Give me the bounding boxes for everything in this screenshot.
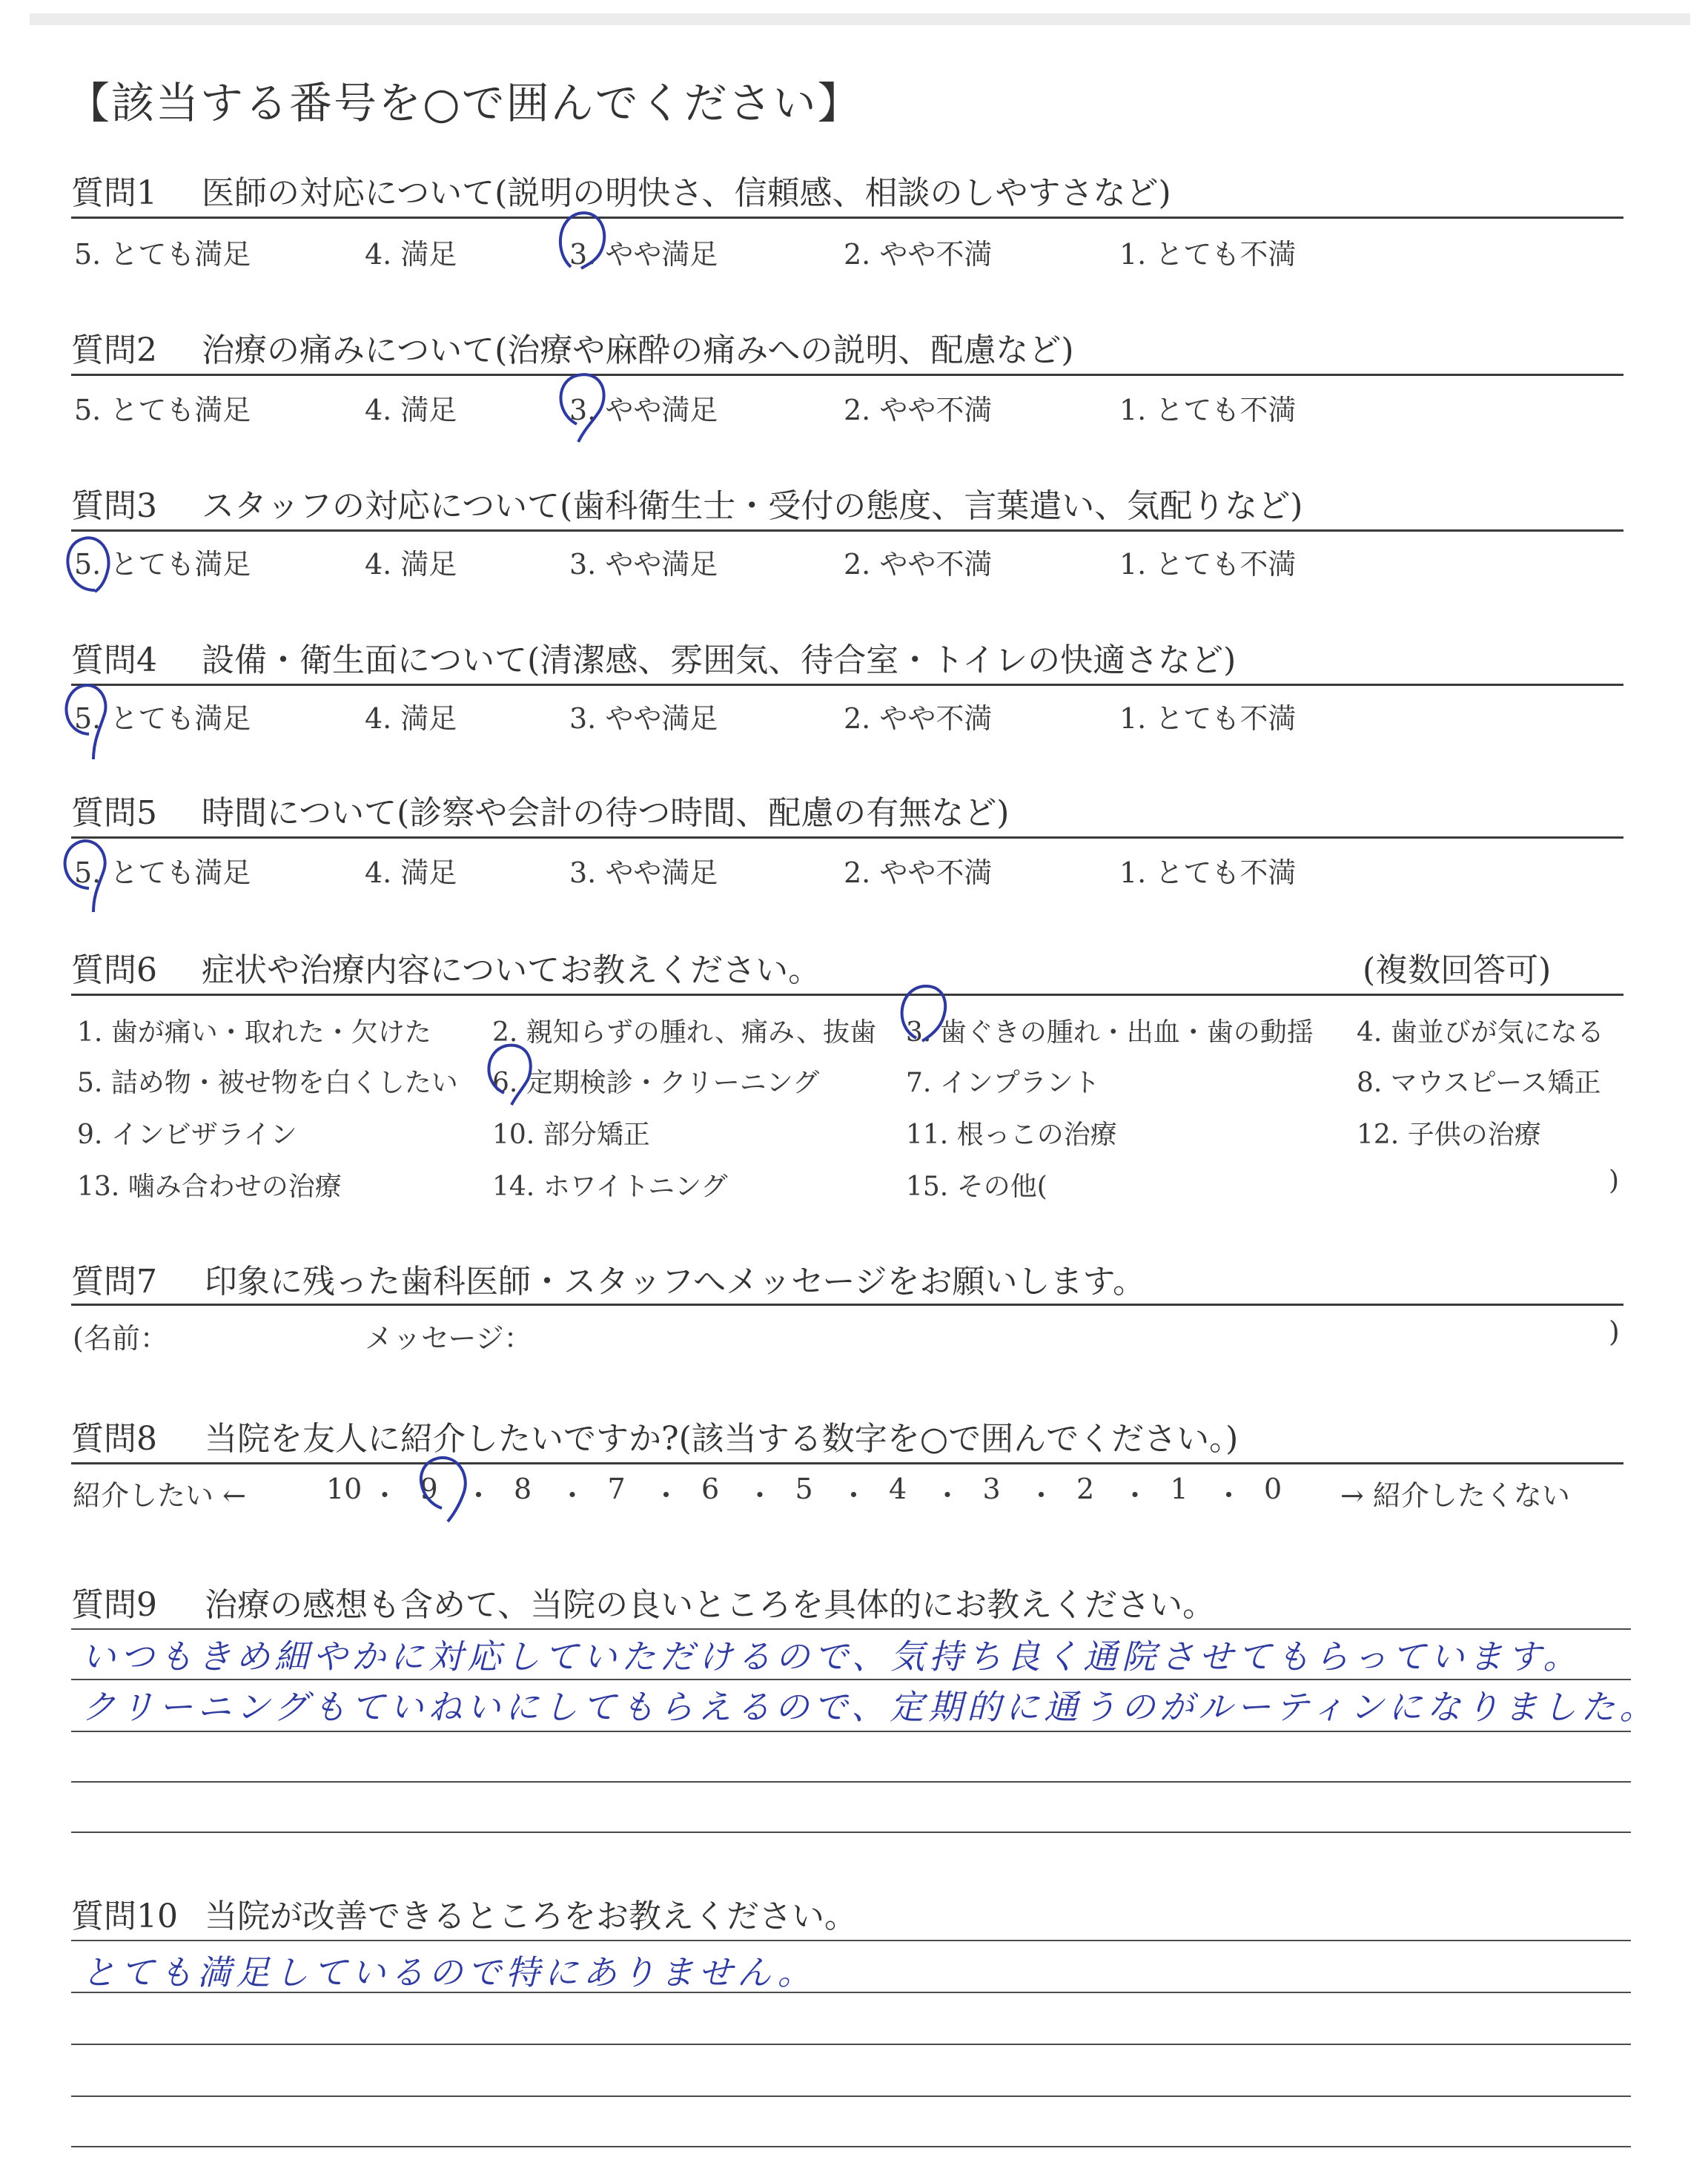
q8-score-0[interactable]: 0 — [1264, 1473, 1282, 1505]
q9-handwritten-line-1: いつもきめ細やかに対応していただけるので、気持ち良く通院させてもらっています。 — [82, 1636, 1582, 1677]
q3-option-2[interactable]: 2. やや不満 — [844, 548, 993, 581]
question-2-label: 質問2 — [71, 331, 157, 369]
q6-item-6-selected-circle — [489, 1046, 530, 1105]
q4-selected-circle — [66, 685, 105, 759]
q8-left-label: 紹介したい ← — [73, 1479, 246, 1512]
q8-separator: ・ — [652, 1479, 681, 1512]
q6-item-3-selected-circle — [902, 986, 946, 1041]
q8-separator: ・ — [933, 1479, 962, 1512]
q8-score-10[interactable]: 10 — [326, 1473, 363, 1505]
q6-item-3[interactable]: 3. 歯ぐきの腫れ・出血・歯の動揺 — [906, 1017, 1314, 1048]
question-9-label: 質問9 — [71, 1586, 157, 1624]
question-8-label: 質問8 — [71, 1420, 157, 1458]
q8-separator: ・ — [558, 1479, 587, 1512]
q8-score-3[interactable]: 3 — [982, 1473, 1001, 1505]
question-6-text: 症状や治療内容についてお教えください。 — [202, 951, 821, 989]
q2-option-1[interactable]: 1. とても不満 — [1119, 394, 1297, 426]
q5-option-3[interactable]: 3. やや満足 — [569, 856, 718, 889]
q8-score-8[interactable]: 8 — [514, 1473, 532, 1505]
q8-separator: ・ — [746, 1479, 775, 1512]
q2-option-4[interactable]: 4. 満足 — [365, 394, 457, 426]
q3-option-1[interactable]: 1. とても不満 — [1119, 548, 1297, 581]
q1-option-5[interactable]: 5. とても満足 — [74, 238, 251, 271]
q1-option-3[interactable]: 3. やや満足 — [569, 238, 718, 271]
q6-item-6[interactable]: 6. 定期検診・クリーニング — [492, 1068, 820, 1098]
question-4-text: 設備・衛生面について(清潔感、雰囲気、待合室・トイレの快適さなど) — [202, 641, 1237, 679]
q4-option-1[interactable]: 1. とても不満 — [1119, 702, 1297, 735]
q6-item-8[interactable]: 8. マウスピース矯正 — [1357, 1068, 1601, 1098]
q6-item-12[interactable]: 12. 子供の治療 — [1357, 1120, 1541, 1150]
q7-name-label[interactable]: (名前： — [73, 1322, 168, 1355]
q1-option-4[interactable]: 4. 満足 — [365, 238, 457, 271]
question-10-text: 当院が改善できるところをお教えください。 — [205, 1898, 857, 1935]
question-5-label: 質問5 — [71, 794, 157, 832]
q6-item-5[interactable]: 5. 詰め物・被せ物を白くしたい — [77, 1068, 458, 1098]
q1-option-2[interactable]: 2. やや不満 — [844, 238, 993, 271]
question-2-text: 治療の痛みについて(治療や麻酔の痛みへの説明、配慮など) — [202, 331, 1074, 369]
question-10-label: 質問10 — [71, 1898, 178, 1935]
q8-selected-circle — [421, 1458, 466, 1522]
question-7-label: 質問7 — [71, 1263, 157, 1301]
q5-option-2[interactable]: 2. やや不満 — [844, 856, 993, 889]
q1-selected-circle — [560, 213, 604, 268]
q8-separator: ・ — [1121, 1479, 1150, 1512]
q3-option-4[interactable]: 4. 満足 — [365, 548, 457, 581]
q5-selected-circle — [65, 841, 105, 912]
q3-selected-circle — [67, 538, 108, 592]
question-3-text: スタッフの対応について(歯科衛生士・受付の態度、言葉遣い、気配りなど) — [202, 487, 1303, 525]
q6-item-15-close: ) — [1609, 1166, 1620, 1196]
q4-option-4[interactable]: 4. 満足 — [365, 702, 457, 735]
q3-option-3[interactable]: 3. やや満足 — [569, 548, 718, 581]
question-8-text: 当院を友人に紹介したいですか?(該当する数字を○で囲んでください。) — [205, 1420, 1239, 1458]
q8-separator: ・ — [1214, 1479, 1243, 1512]
question-6-note: (複数回答可) — [1363, 951, 1552, 989]
q6-item-10[interactable]: 10. 部分矯正 — [492, 1120, 650, 1150]
q2-option-3[interactable]: 3. やや満足 — [569, 394, 718, 426]
q6-item-2[interactable]: 2. 親知らずの腫れ、痛み、抜歯 — [492, 1017, 877, 1048]
q4-option-2[interactable]: 2. やや不満 — [844, 702, 993, 735]
question-9-text: 治療の感想も含めて、当院の良いところを具体的にお教えください。 — [205, 1586, 1216, 1624]
q6-item-4[interactable]: 4. 歯並びが気になる — [1357, 1017, 1604, 1048]
q7-message-label[interactable]: メッセージ： — [365, 1322, 532, 1355]
q8-score-9[interactable]: 9 — [420, 1473, 438, 1505]
q5-option-5[interactable]: 5. とても満足 — [74, 856, 251, 889]
q5-option-4[interactable]: 4. 満足 — [365, 856, 457, 889]
q4-option-3[interactable]: 3. やや満足 — [569, 702, 718, 735]
q6-item-9[interactable]: 9. インビザライン — [77, 1120, 297, 1150]
q6-item-11[interactable]: 11. 根っこの治療 — [906, 1120, 1117, 1150]
q6-item-15[interactable]: 15. その他( — [906, 1172, 1047, 1202]
question-7-text: 印象に残った歯科医師・スタッフへメッセージをお願いします。 — [205, 1263, 1145, 1301]
q8-separator: ・ — [371, 1479, 400, 1512]
q2-selected-circle — [560, 374, 603, 442]
q9-handwritten-line-2: クリーニングもていねいにしてもらえるので、定期的に通うのがルーティンになりました。 — [82, 1687, 1658, 1727]
question-5-text: 時間について(診察や会計の待つ時間、配慮の有無など) — [202, 794, 1010, 832]
q8-score-7[interactable]: 7 — [607, 1473, 626, 1505]
q8-score-1[interactable]: 1 — [1170, 1473, 1188, 1505]
question-1-text: 医師の対応について(説明の明快さ、信頼感、相談のしやすさなど) — [202, 174, 1171, 212]
q5-option-1[interactable]: 1. とても不満 — [1119, 856, 1297, 889]
q8-separator: ・ — [464, 1479, 493, 1512]
q2-option-2[interactable]: 2. やや不満 — [844, 394, 993, 426]
question-6-label: 質問6 — [71, 951, 157, 989]
q6-item-7[interactable]: 7. インプラント — [906, 1068, 1100, 1098]
q7-close-paren: ) — [1609, 1315, 1620, 1348]
q1-option-1[interactable]: 1. とても不満 — [1119, 238, 1297, 271]
q8-separator: ・ — [839, 1479, 868, 1512]
q4-option-5[interactable]: 5. とても満足 — [74, 702, 251, 735]
question-4-label: 質問4 — [71, 641, 157, 679]
q6-item-13[interactable]: 13. 噛み合わせの治療 — [77, 1172, 342, 1202]
q10-handwritten-line-1: とても満足しているので特にありません。 — [82, 1952, 816, 1992]
q8-score-6[interactable]: 6 — [701, 1473, 720, 1505]
question-3-label: 質問3 — [71, 487, 157, 525]
q8-score-5[interactable]: 5 — [795, 1473, 813, 1505]
q6-item-14[interactable]: 14. ホワイトニング — [492, 1172, 728, 1202]
q3-option-5[interactable]: 5. とても満足 — [74, 548, 251, 581]
q8-score-2[interactable]: 2 — [1076, 1473, 1095, 1505]
q8-score-4[interactable]: 4 — [889, 1473, 907, 1505]
q6-item-1[interactable]: 1. 歯が痛い・取れた・欠けた — [77, 1017, 431, 1048]
question-1-label: 質問1 — [71, 174, 157, 212]
q8-separator: ・ — [1027, 1479, 1056, 1512]
page-title: 【該当する番号を○で囲んでください】 — [67, 78, 862, 128]
q2-option-5[interactable]: 5. とても満足 — [74, 394, 251, 426]
q8-right-label: → 紹介したくない — [1340, 1479, 1570, 1512]
